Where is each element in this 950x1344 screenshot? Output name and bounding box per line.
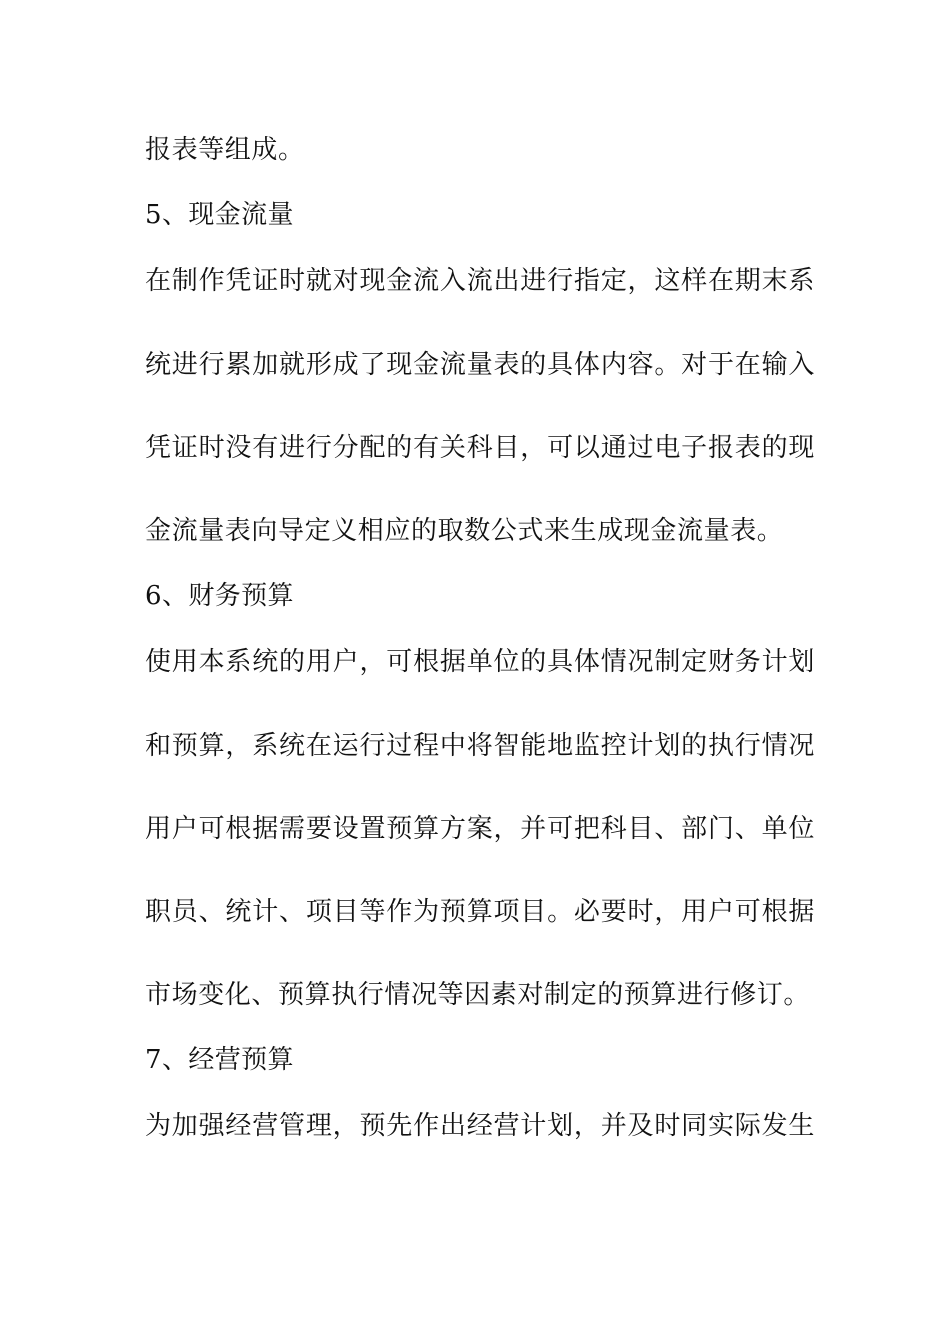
paragraph-line: 金流量表向导定义相应的取数公式来生成现金流量表。 (145, 516, 784, 546)
paragraph-line: 使用本系统的用户，可根据单位的具体情况制定财务计划 (145, 647, 815, 677)
paragraph-line: 在制作凭证时就对现金流入流出进行指定，这样在期末系 (145, 266, 815, 296)
paragraph-line: 统进行累加就形成了现金流量表的具体内容。对于在输入 (145, 350, 815, 380)
section-heading: 6、财务预算 (145, 581, 294, 611)
paragraph-line: 报表等组成。 (145, 135, 305, 165)
section-heading: 7、经营预算 (145, 1045, 294, 1075)
paragraph-line: 凭证时没有进行分配的有关科目，可以通过电子报表的现 (145, 433, 815, 463)
section-heading: 5、现金流量 (145, 200, 294, 230)
paragraph-line: 为加强经营管理，预先作出经营计划，并及时同实际发生 (145, 1111, 815, 1141)
paragraph-line: 和预算，系统在运行过程中将智能地监控计划的执行情况 (145, 731, 815, 761)
paragraph-line: 市场变化、预算执行情况等因素对制定的预算进行修订。 (145, 980, 811, 1010)
paragraph-line: 用户可根据需要设置预算方案，并可把科目、部门、单位 (145, 814, 815, 844)
paragraph-line: 职员、统计、项目等作为预算项目。必要时，用户可根据 (145, 897, 815, 927)
